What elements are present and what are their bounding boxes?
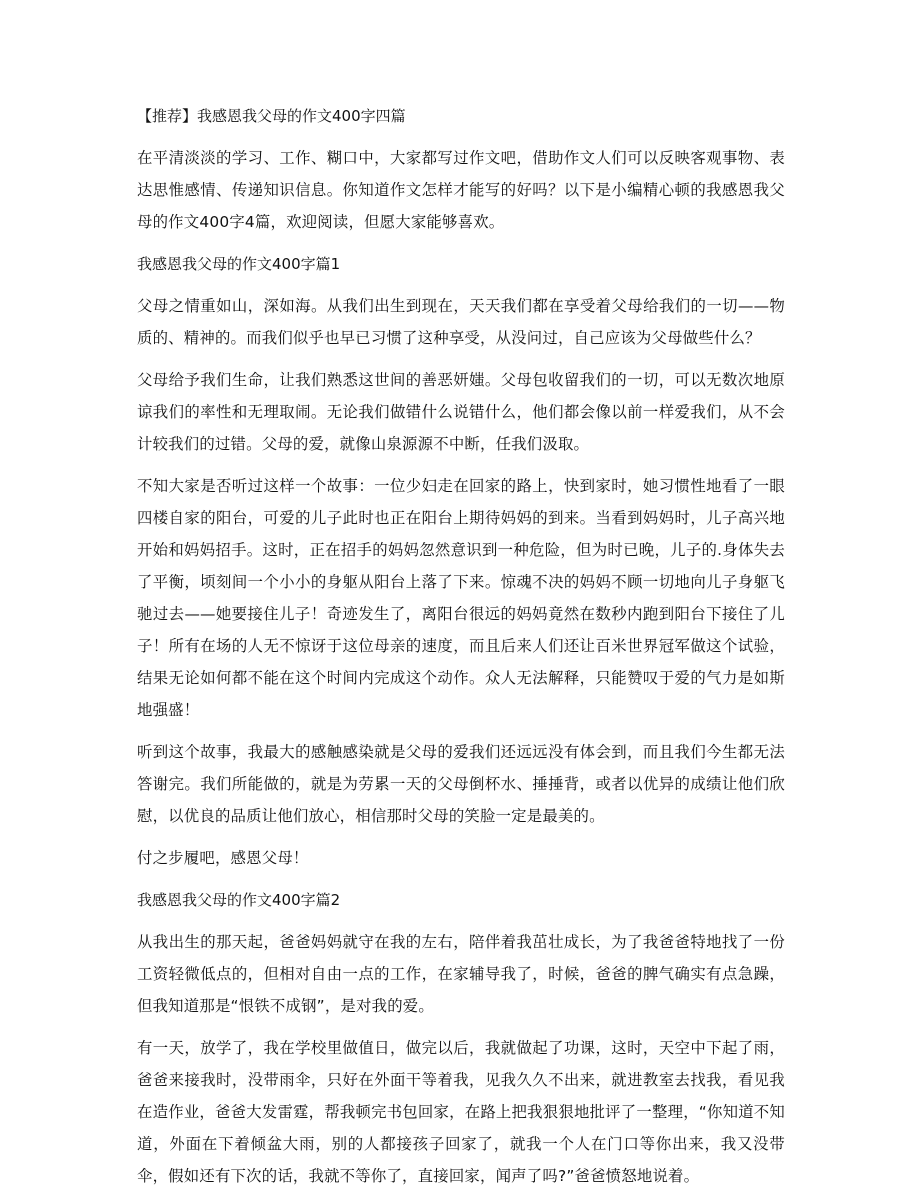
section-1-paragraph: 父母给予我们生命，让我们熟悉这世间的善恶妍媸。父母包收留我们的一切，可以无数次地原谅我们的率性和无理取闹。无论我们做错什么说错什么，他们都会像以前一样爱我们，从不会计较我们的过错。父母的爱，就像山泉源源不中断，任我们汲取。 [137, 371, 785, 453]
section-2-heading: 我感恩我父母的作文400字篇2 [137, 891, 341, 909]
section-2-paragraph: 有一天，放学了，我在学校里做值日，做完以后，我就做起了功课，这时，天空中下起了雨，爸爸来接我时，没带雨伞，只好在外面干等着我，见我久久不出来，就进教室去找我，看见我在造作业，爸爸大发雷霆，帮我顿完书包回家，在路上把我狠狠地批评了一整理，“你知道不知道，外面在下着倾盆大雨，别的人都接孩子回家了，就我一个人在门口等你出来，我又没带伞，假如还有下次的话，我就不等你了，直接回家，闻声了吗?”爸爸愤怒地说着。 [137, 1039, 785, 1185]
section-1-paragraph: 父母之情重如山，深如海。从我们出生到现在，天天我们都在享受着父母给我们的一切——物质的、精神的。而我们似乎也早已习惯了这种享受，从没问过，自己应该为父母做些什么？ [137, 297, 785, 347]
intro-paragraph: 在平清淡淡的学习、工作、糊口中，大家都写过作文吧，借助作文人们可以反映客观事物、表达思惟感情、传递知识信息。你知道作文怎样才能写的好吗？以下是小编精心顿的我感恩我父母的作文400字4篇，欢迎阅读，但愿大家能够喜欢。 [137, 149, 785, 231]
document-page [137, 100, 785, 1202]
section-1-paragraph: 听到这个故事，我最大的感触感染就是父母的爱我们还远远没有体会到，而且我们今生都无法答谢完。我们所能做的，就是为劳累一天的父母倒杯水、捶捶背，或者以优异的成绩让他们欣慰，以优良的品质让他们放心，相信那时父母的笑脸一定是最美的。 [137, 743, 785, 825]
section-2-paragraph: 从我出生的那天起，爸爸妈妈就守在我的左右，陪伴着我茁壮成长，为了我爸爸特地找了一份工资轻微低点的，但相对自由一点的工作，在家辅导我了，时候，爸爸的脾气确实有点急躁，但我知道那是“恨铁不成钢”，是对我的爱。 [137, 933, 785, 1015]
section-1-paragraph: 付之步履吧，感恩父母！ [137, 849, 309, 867]
section-1-paragraph: 不知大家是否听过这样一个故事：一位少妇走在回家的路上，快到家时，她习惯性地看了一眼四楼自家的阳台，可爱的儿子此时也正在阳台上期待妈妈的到来。当看到妈妈时，儿子高兴地开始和妈妈招手。这时，正在招手的妈妈忽然意识到一种危险，但为时已晚，儿子的.身体失去了平衡，顷刻间一个小小的身躯从阳台上落了下来。惊魂不决的妈妈不顾一切地向儿子身躯飞驰过去——她要接住儿子！奇迹发生了，离阳台很远的妈妈竟然在数秒内跑到阳台下接住了儿子！所有在场的人无不惊讶于这位母亲的速度，而且后来人们还让百米世界冠军做这个试验，结果无论如何都不能在这个时间内完成这个动作。众人无法解释，只能赞叹于爱的气力是如斯地强盛！ [137, 477, 785, 719]
section-1-heading: 我感恩我父母的作文400字篇1 [137, 255, 341, 273]
document-title: 【推荐】我感恩我父母的作文400字四篇 [137, 107, 406, 125]
